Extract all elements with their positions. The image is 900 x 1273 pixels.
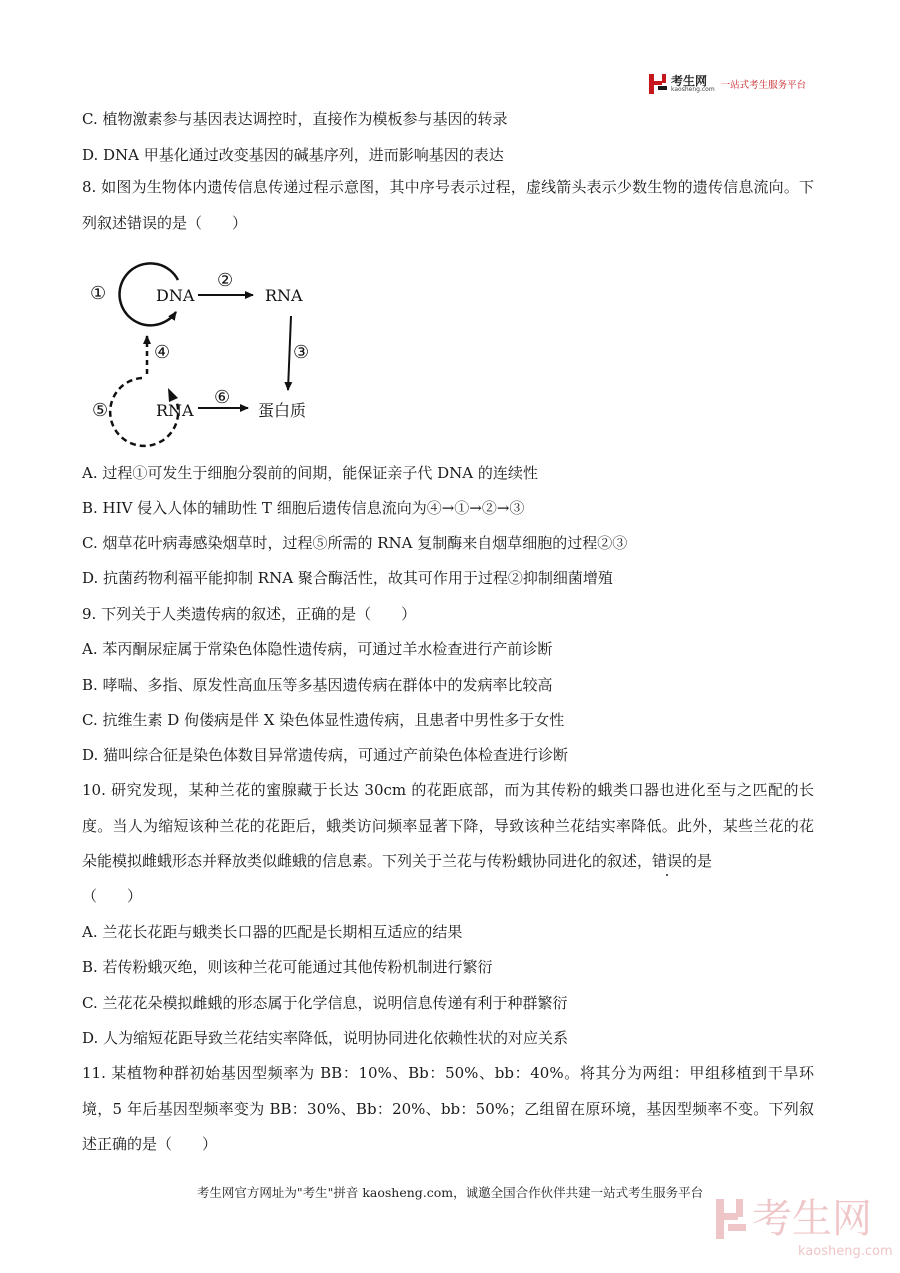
q7-option-d: D. DNA 甲基化通过改变基因的碱基序列，进而影响基因的表达 bbox=[82, 146, 504, 164]
brand-tagline: 一站式考生服务平台 bbox=[720, 80, 807, 91]
page-footer: 考生网官方网址为"考生"拼音 kaosheng.com，诚邀全国合作伙伴共建一站式考生服务平台 bbox=[196, 1185, 704, 1200]
node-dna: DNA bbox=[156, 286, 195, 305]
label-5: ⑤ bbox=[92, 400, 109, 421]
label-4: ④ bbox=[154, 342, 171, 363]
label-6: ⑥ bbox=[214, 387, 231, 408]
q10-option-b: B. 若传粉蛾灭绝，则该种兰花可能通过其他传粉机制进行繁衍 bbox=[82, 958, 493, 976]
q9-option-d: D. 猫叫综合征是染色体数目异常遗传病，可通过产前染色体检查进行诊断 bbox=[82, 746, 569, 764]
q8-option-b: B. HIV 侵入人体的辅助性 T 细胞后遗传信息流向为④→①→②→③ bbox=[82, 499, 525, 517]
kaosheng-logo-icon bbox=[648, 73, 668, 95]
q8-stem: 8. 如图为生物体内遗传信息传递过程示意图，其中序号表示过程，虚线箭头表示少数生物的遗传信息流向。下列叙述错误的是（ ） bbox=[82, 178, 814, 232]
q8-option-c: C. 烟草花叶病毒感染烟草时，过程⑤所需的 RNA 复制酶来自烟草细胞的过程②③ bbox=[82, 534, 628, 552]
brand-name: 考生网 bbox=[671, 74, 708, 88]
q10-stem-tail: 的是 bbox=[682, 852, 713, 871]
q9-option-b: B. 哮喘、多指、原发性高血压等多基因遗传病在群体中的发病率比较高 bbox=[82, 676, 553, 694]
process-5-arrowhead bbox=[168, 388, 178, 402]
q7-option-c: C. 植物激素参与基因表达调控时，直接作为模板参与基因的转录 bbox=[82, 110, 508, 128]
q8-option-a: A. 过程①可发生于细胞分裂前的间期，能保证亲子代 DNA 的连续性 bbox=[82, 464, 538, 482]
label-1: ① bbox=[90, 283, 107, 304]
label-2: ② bbox=[217, 270, 234, 291]
q10-stem-main: 10. 研究发现，某种兰花的蜜腺藏于长达 30cm 的花距底部，而为其传粉的蛾类口器也进化至与之匹配的长度。当人为缩短该种兰花的花距后，蛾类访问频率显著下降，导致该种兰花结实率降低。此外，某些兰花的花朵能模拟雌蛾形态并释放类似雌蛾的信息素。下列关于兰花与传粉蛾协同进化的叙述， bbox=[82, 781, 814, 871]
watermark-url: kaosheng.com bbox=[798, 1244, 893, 1259]
q9-stem: 9. 下列关于人类遗传病的叙述，正确的是（ ） bbox=[82, 605, 417, 623]
q10-answer-blank: （ ） bbox=[82, 887, 143, 905]
watermark bbox=[714, 1196, 893, 1259]
watermark-name: 考生网 bbox=[752, 1196, 872, 1242]
node-rna-top: RNA bbox=[265, 286, 303, 305]
node-rna-bottom: RNA bbox=[156, 401, 194, 420]
watermark-logo-icon bbox=[714, 1197, 748, 1241]
label-3: ③ bbox=[293, 342, 310, 363]
q10-option-d: D. 人为缩短花距导致兰花结实率降低，说明协同进化依赖性状的对应关系 bbox=[82, 1029, 569, 1047]
genetic-info-flow-diagram bbox=[80, 250, 360, 450]
q10-option-a: A. 兰花长花距与蛾类长口器的匹配是长期相互适应的结果 bbox=[82, 923, 463, 941]
q9-option-a: A. 苯丙酮尿症属于常染色体隐性遗传病，可通过羊水检查进行产前诊断 bbox=[82, 640, 553, 658]
q9-option-c: C. 抗维生素 D 佝偻病是伴 X 染色体显性遗传病，且患者中男性多于女性 bbox=[82, 711, 565, 729]
q8-option-d: D. 抗菌药物利福平能抑制 RNA 聚合酶活性，故其可作用于过程②抑制细菌增殖 bbox=[82, 569, 613, 587]
node-protein: 蛋白质 bbox=[258, 401, 307, 420]
process-3-arrow bbox=[288, 316, 291, 390]
header-logo[interactable] bbox=[648, 70, 806, 98]
q10-option-c: C. 兰花花朵模拟雌蛾的形态属于化学信息，说明信息传递有利于种群繁衍 bbox=[82, 994, 568, 1012]
q10-stem bbox=[82, 773, 814, 880]
q10-emphasis-wrong: 错误 bbox=[652, 852, 683, 871]
q11-stem: 11. 某植物种群初始基因型频率为 BB：10%、Bb：50%、bb：40%。将其分为两组：甲组移植到干旱环境，5 年后基因型频率变为 BB：30%、Bb：20%、bb：50%；乙组留在原环境，基因型频率不变。下列叙述正确的是（ ） bbox=[82, 1064, 814, 1154]
brand-url: kaosheng.com bbox=[671, 86, 715, 93]
